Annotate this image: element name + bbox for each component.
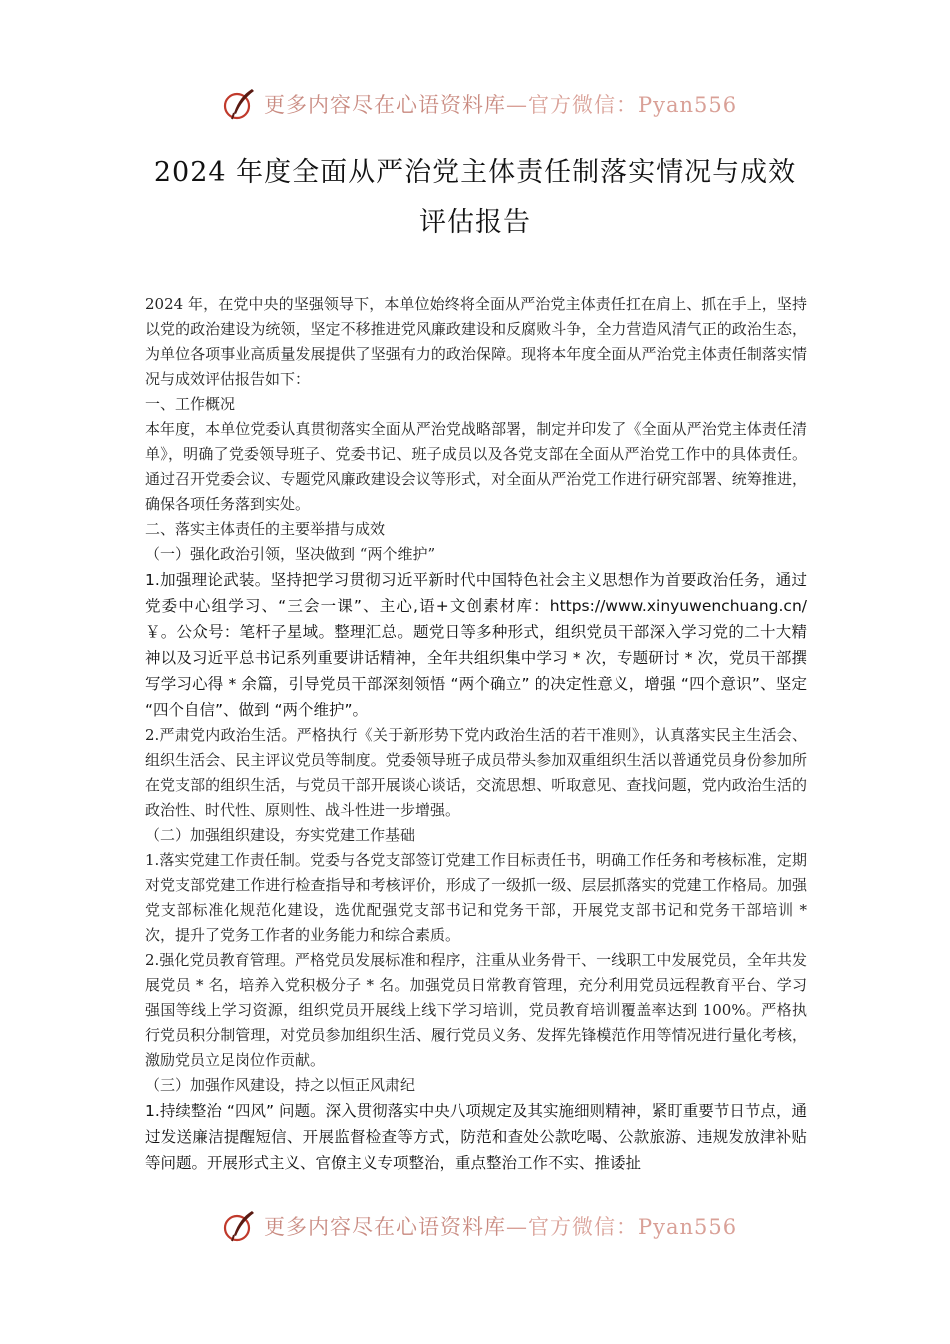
subsection-heading: （二）加强组织建设，夯实党建工作基础 <box>145 826 416 844</box>
title-line-2: 评估报告 <box>419 207 531 238</box>
subsection-heading: （一）强化政治引领，坚决做到 “两个维护” <box>145 545 436 563</box>
watermark-text: 更多内容尽在心语资料库—官方微信：Pyan556 <box>264 1215 738 1239</box>
title-line-1: 2024 年度全面从严治党主体责任制落实情况与成效 <box>153 157 797 188</box>
document-body <box>145 292 807 1176</box>
document-title <box>120 148 830 248</box>
watermark-header <box>222 84 737 124</box>
body-paragraph: 2.强化党员教育管理。严格党员发展标准和程序，注重从业务骨干、一线职工中发展党员，全年共发展党员 * 名，培养入党积极分子 * 名。加强党员日常教育管理，充分利用党员远程教育平台、学习强国等线上学习资源，组织党员开展线上线下学习培训，党员教育培训覆盖率达到 100%。严格执行党员积分制管理，对党员参加组织生活、履行党员义务、发挥先锋模范作用等情况进行量化考核，激励党员立足岗位作贡献。 <box>145 951 807 1069</box>
quill-logo-icon <box>222 1208 258 1244</box>
body-paragraph: 1.落实党建工作责任制。党委与各党支部签订党建工作目标责任书，明确工作任务和考核标准，定期对党支部党建工作进行检查指导和考核评价，形成了一级抓一级、层层抓落实的党建工作格局。加强党支部标准化规范化建设，选优配强党支部书记和党务干部，开展党支部书记和党务干部培训 * 次，提升了党务工作者的业务能力和综合素质。 <box>145 851 807 944</box>
body-paragraph: 1.持续整治 “四风” 问题。深入贯彻落实中央八项规定及其实施细则精神，紧盯重要节日节点，通过发送廉洁提醒短信、开展监督检查等方式，防范和查处公款吃喝、公款旅游、违规发放津补贴等问题。开展形式主义、官僚主义专项整治，重点整治工作不实、推诿扯 <box>145 1102 807 1172</box>
body-paragraph: 1.加强理论武装。坚持把学习贯彻习近平新时代中国特色社会主义思想作为首要政治任务，通过党委中心组学习、“三会一课”、主心,语+文创素材库：https://www.xinyuwenchuang.cn/￥。公众号：笔杆子星域。整理汇总。题党日等多种形式，组织党员干部深入学习党的二十大精神以及习近平总书记系列重要讲话精神，全年共组织集中学习 * 次，专题研讨 * 次，党员干部撰写学习心得 * 余篇，引导党员干部深刻领悟 “两个确立” 的决定性意义，增强 “四个意识”、坚定 “四个自信”、做到 “两个维护”。 <box>145 571 807 719</box>
intro-paragraph: 2024 年，在党中央的坚强领导下，本单位始终将全面从严治党主体责任扛在肩上、抓在手上，坚持以党的政治建设为统领，坚定不移推进党风廉政建设和反腐败斗争，全力营造风清气正的政治生态，为单位各项事业高质量发展提供了坚强有力的政治保障。现将本年度全面从严治党主体责任制落实情况与成效评估报告如下： <box>145 295 807 388</box>
watermark-footer <box>222 1206 737 1246</box>
body-paragraph: 本年度，本单位党委认真贯彻落实全面从严治党战略部署，制定并印发了《全面从严治党主体责任清单》，明确了党委领导班子、党委书记、班子成员以及各党支部在全面从严治党工作中的具体责任。通过召开党委会议、专题党风廉政建设会议等形式，对全面从严治党工作进行研究部署、统筹推进，确保各项任务落到实处。 <box>145 420 807 513</box>
quill-logo-icon <box>222 86 258 122</box>
section-heading: 二、落实主体责任的主要举措与成效 <box>145 520 386 538</box>
section-heading: 一、工作概况 <box>145 395 236 413</box>
subsection-heading: （三）加强作风建设，持之以恒正风肃纪 <box>145 1076 416 1094</box>
watermark-text: 更多内容尽在心语资料库—官方微信：Pyan556 <box>264 93 738 117</box>
body-paragraph: 2.严肃党内政治生活。严格执行《关于新形势下党内政治生活的若干准则》，认真落实民主生活会、组织生活会、民主评议党员等制度。党委领导班子成员带头参加双重组织生活以普通党员身份参加所在党支部的组织生活，与党员干部开展谈心谈话，交流思想、听取意见、查找问题，党内政治生活的政治性、时代性、原则性、战斗性进一步增强。 <box>145 726 807 819</box>
